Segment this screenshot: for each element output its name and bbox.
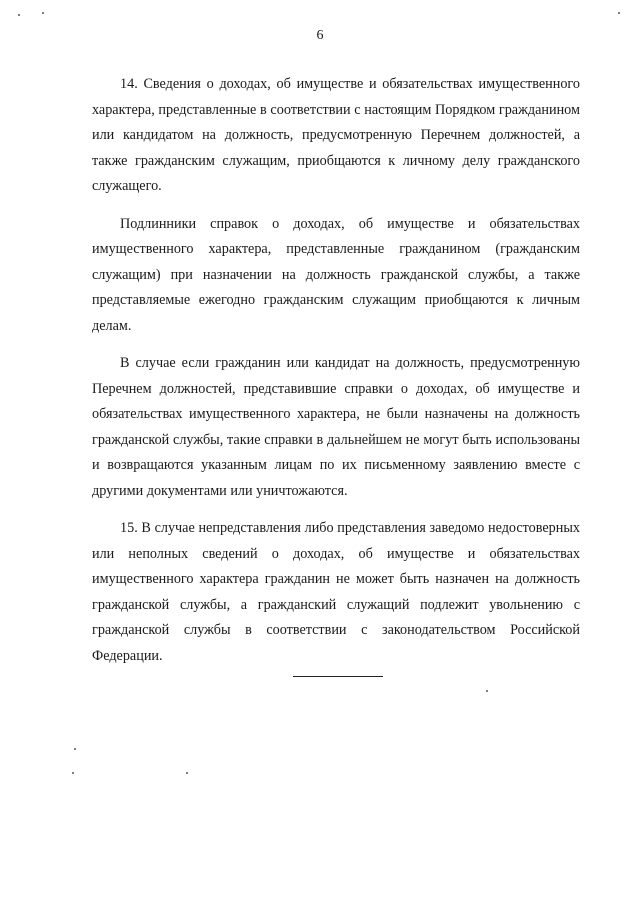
scan-speck xyxy=(42,12,44,14)
document-body xyxy=(92,72,580,681)
end-of-text-rule xyxy=(293,676,383,677)
page-number: 6 xyxy=(316,28,324,43)
scan-speck xyxy=(72,772,74,774)
scan-speck xyxy=(74,748,76,750)
paragraph-14: 14. Сведения о доходах, об имуществе и обязательствах имущественного характера, представленные в соответствии с настоящим Порядком гражданином или кандидатом на должность, предусмотренную Перечнем должностей, а также гражданским служащим, приобщаются к личному делу гражданского служащего. xyxy=(92,76,580,194)
scan-speck xyxy=(186,772,188,774)
scan-speck xyxy=(618,12,620,14)
scan-speck xyxy=(18,14,20,16)
paragraph-originals: Подлинники справок о доходах, об имуществе и обязательствах имущественного характера, представленные гражданином (гражданским служащим) при назначении на должность гражданской службы, а также представляемые ежегодно гражданским служащим приобщаются к личным делам. xyxy=(92,215,580,334)
scan-speck xyxy=(486,690,488,692)
paragraph-15: 15. В случае непредставления либо представления заведомо недостоверных или неполных сведений о доходах, об имуществе и обязательствах имущественного характера гражданин не может быть назначен на должность гражданской службы, а гражданский служащий подлежит увольнению с гражданской службы в соответствии с законодательством Российской Федерации. xyxy=(92,520,580,664)
paragraph-not-appointed: В случае если гражданин или кандидат на должность, предусмотренную Перечнем должностей, представившие справки о доходах, об имуществе и обязательствах имущественного характера, не были назначены на должность гражданской службы, такие справки в дальнейшем не могут быть использованы и возвращаются указанным лицам по их письменному заявлению вместе с другими документами или уничтожаются. xyxy=(92,355,580,499)
